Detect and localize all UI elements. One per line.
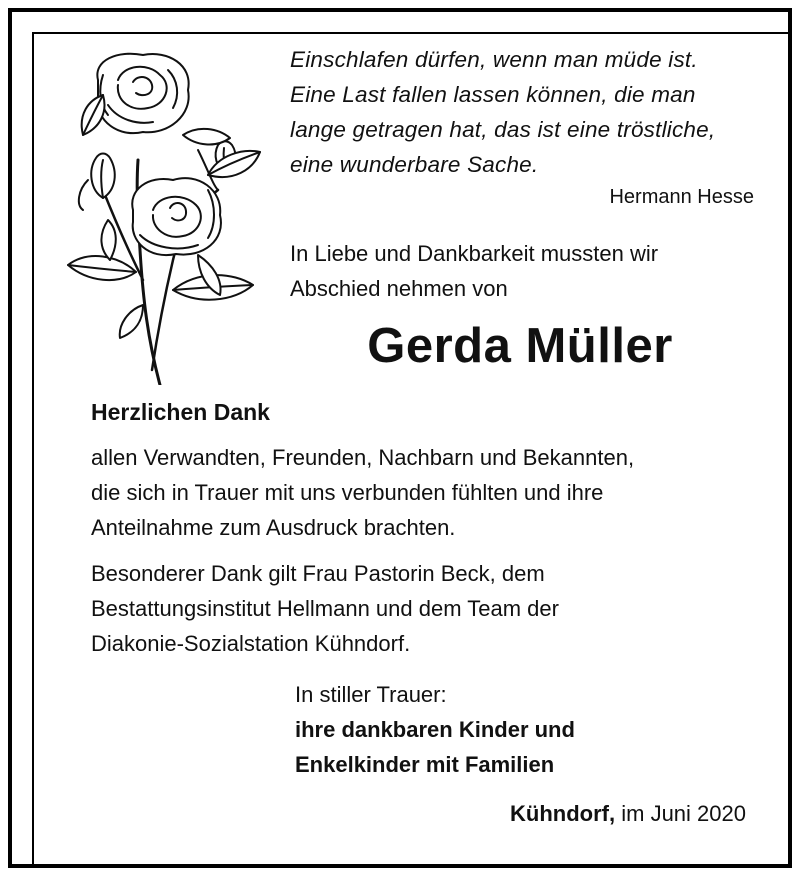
- rose-bouquet-icon: [48, 40, 278, 385]
- mourners-block: [295, 677, 755, 782]
- thanks-heading: Herzlichen Dank: [91, 399, 270, 425]
- intro-line: In Liebe und Dankbarkeit mussten wir: [290, 241, 659, 266]
- poem-line: lange getragen hat, das ist eine tröstliche,: [290, 117, 716, 142]
- poem-line: eine wunderbare Sache.: [290, 152, 539, 177]
- special-thanks-line: Besonderer Dank gilt Frau Pastorin Beck, dem: [91, 561, 545, 586]
- poem-line: Eine Last fallen lassen können, die man: [290, 82, 696, 107]
- poem-author: Hermann Hesse: [609, 186, 754, 208]
- mourners-line: ihre dankbaren Kinder und: [295, 717, 575, 742]
- thanks-text: [91, 440, 781, 545]
- deceased-name: Gerda Müller: [367, 319, 673, 373]
- poem-line: Einschlafen dürfen, wenn man müde ist.: [290, 47, 698, 72]
- special-thanks-line: Bestattungsinstitut Hellmann und dem Team der: [91, 596, 559, 621]
- mourners-label: In stiller Trauer:: [295, 682, 447, 707]
- poem-quote: [290, 42, 770, 182]
- place-date: [430, 796, 746, 831]
- mourners-line: Enkelkinder mit Familien: [295, 752, 555, 777]
- special-thanks-line: Diakonie-Sozialstation Kühndorf.: [91, 631, 411, 656]
- thanks-line: die sich in Trauer mit uns verbunden fühlten und ihre: [91, 480, 604, 505]
- special-thanks-text: [91, 556, 781, 661]
- place-month: im Juni 2020: [621, 801, 746, 826]
- thanks-line: allen Verwandten, Freunden, Nachbarn und Bekannten,: [91, 445, 635, 470]
- thanks-line: Anteilnahme zum Ausdruck brachten.: [91, 515, 456, 540]
- intro-text: [290, 236, 770, 306]
- place-town: Kühndorf,: [510, 801, 616, 826]
- intro-line: Abschied nehmen von: [290, 276, 508, 301]
